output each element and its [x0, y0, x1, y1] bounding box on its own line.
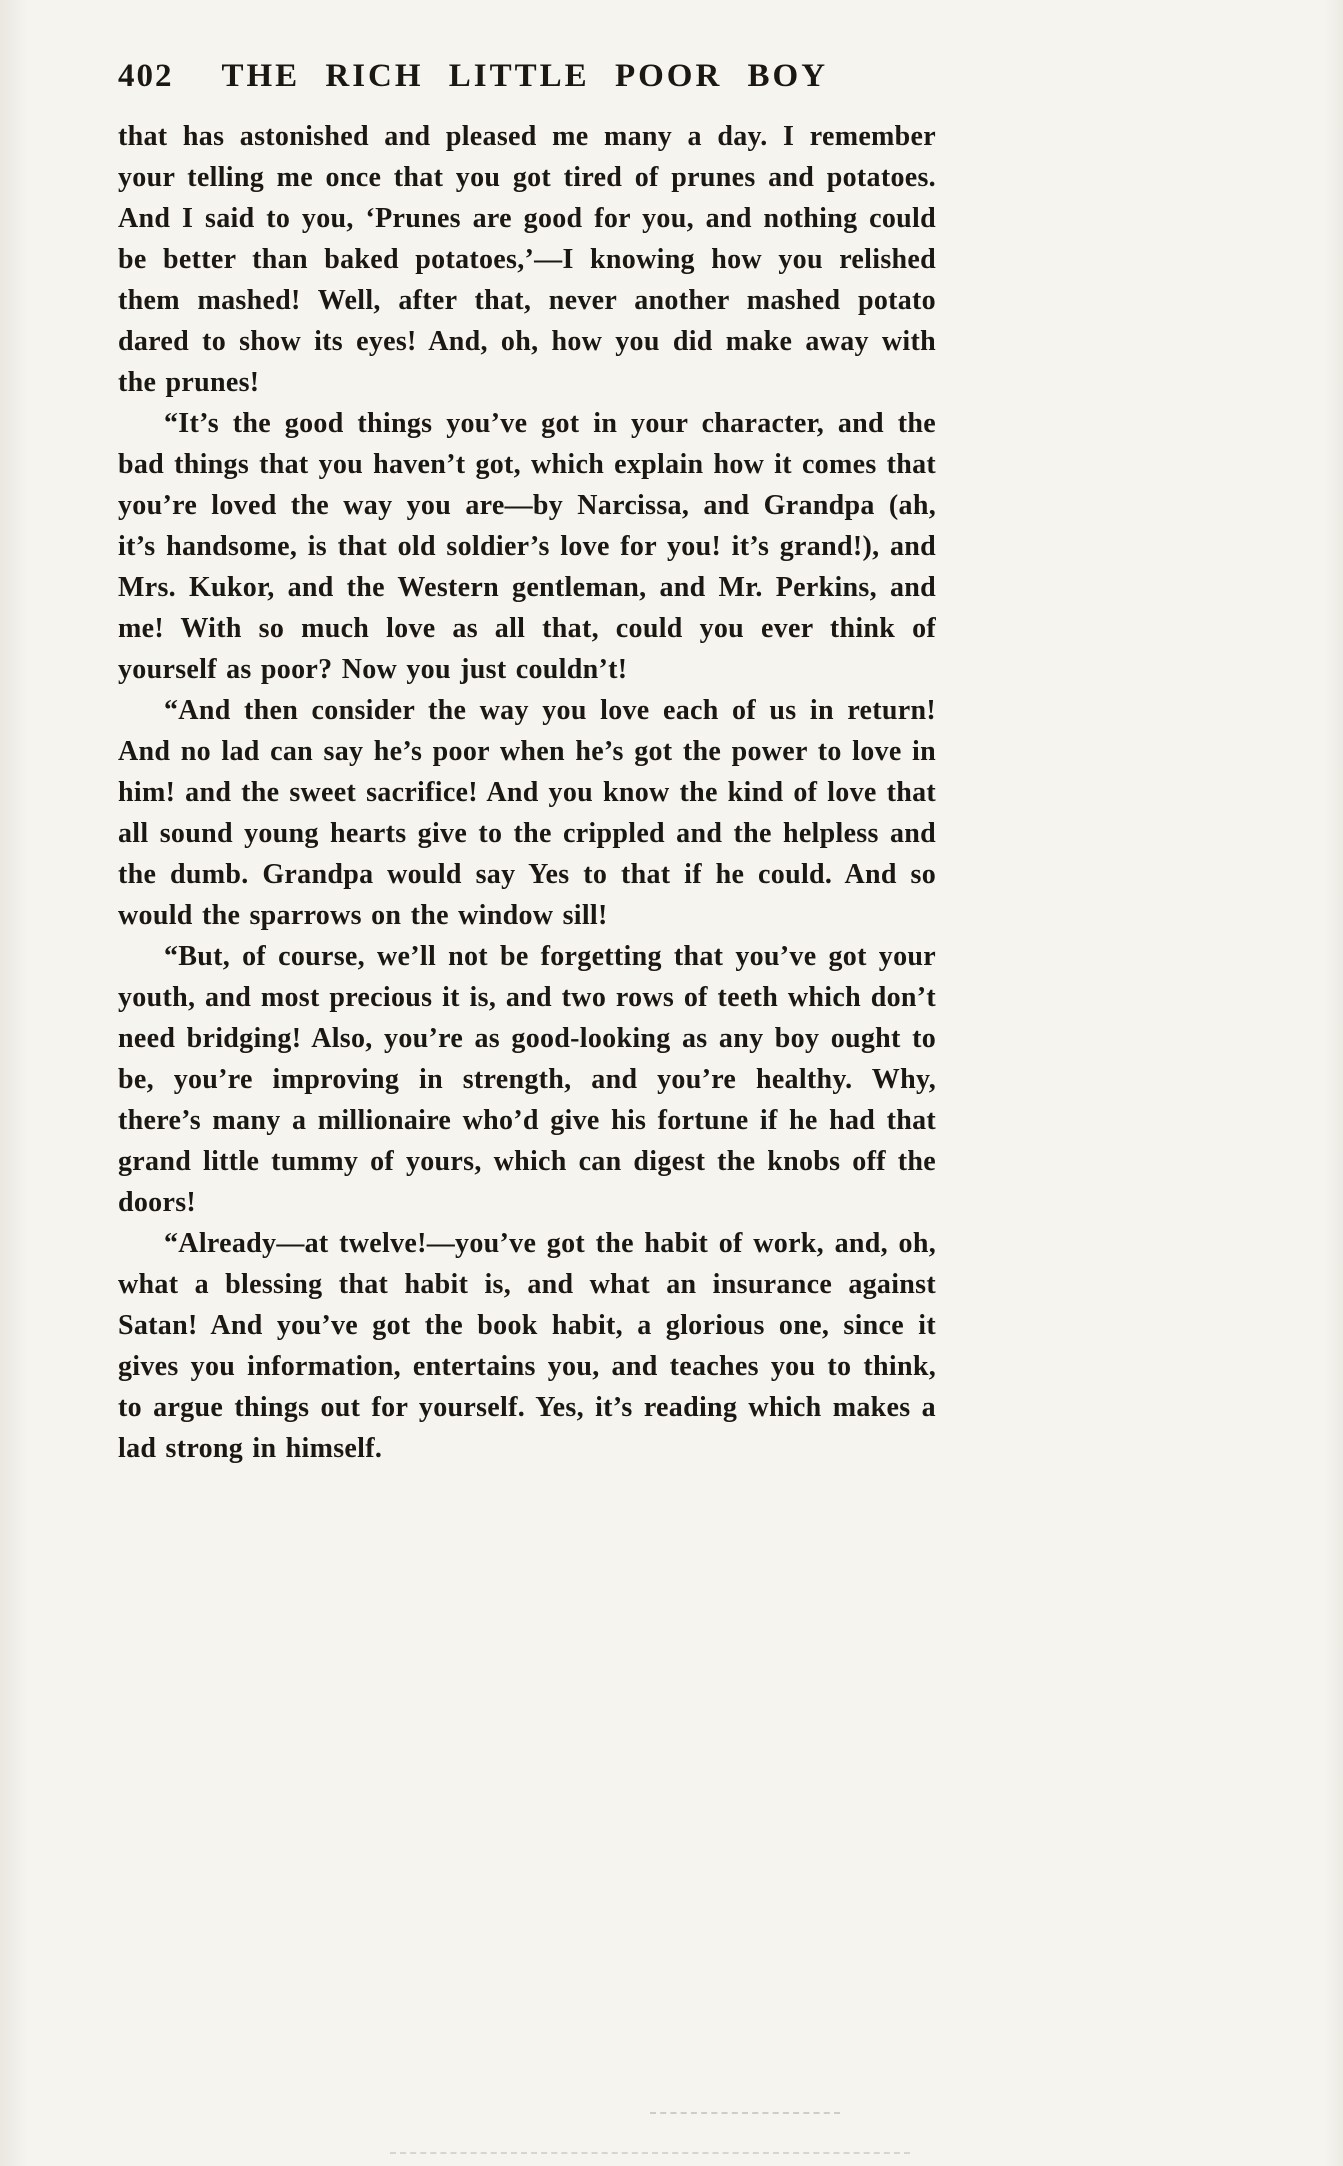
- page-body: [118, 116, 936, 1469]
- paragraph: “And then consider the way you love each of us in return! And no lad can say he’s poor when he’s got the power to love in him! and the sweet sacrifice! And you know the kind of love that all sound young hearts give to the crippled and the helpless and the dumb. Grandpa would say Yes to that if he could. And so would the sparrows on the window sill!: [118, 695, 936, 931]
- scan-artifact: [390, 2152, 910, 2154]
- page-title: THE RICH LITTLE POOR BOY: [221, 58, 829, 94]
- paragraph: “It’s the good things you’ve got in your character, and the bad things that you haven’t got, which explain how it comes that you’re loved the way you are—by Narcissa, and Grandpa (ah, it’s handsome, is that old soldier’s love for you! it’s grand!), and Mrs. Kukor, and the Western gentleman, and Mr. Perkins, and me! With so much love as all that, could you ever think of yourself as poor? Now you just couldn’t!: [118, 408, 936, 685]
- paragraph: “Already—at twelve!—you’ve got the habit of work, and, oh, what a blessing that habit is, and what an insurance against Satan! And you’ve got the book habit, a glorious one, since it gives you information, entertains you, and teaches you to think, to argue things out for yourself. Yes, it’s reading which makes a lad strong in himself.: [118, 1228, 936, 1464]
- paragraph: that has astonished and pleased me many a day. I remember your telling me once that you got tired of prunes and potatoes. And I said to you, ‘Prunes are good for you, and nothing could be better than baked potatoes,’—I knowing how you relished them mashed! Well, after that, never another mashed potato dared to show its eyes! And, oh, how you did make away with the prunes!: [118, 121, 936, 398]
- page-number: 402: [118, 58, 174, 94]
- paragraph: “But, of course, we’ll not be forgetting that you’ve got your youth, and most precious it is, and two rows of teeth which don’t need bridging! Also, you’re as good-looking as any boy ought to be, you’re improving in strength, and you’re healthy. Why, there’s many a millionaire who’d give his fortune if he had that grand little tummy of yours, which can digest the knobs off the doors!: [118, 941, 936, 1218]
- page-header: [118, 58, 936, 95]
- scan-artifact: [650, 2112, 840, 2114]
